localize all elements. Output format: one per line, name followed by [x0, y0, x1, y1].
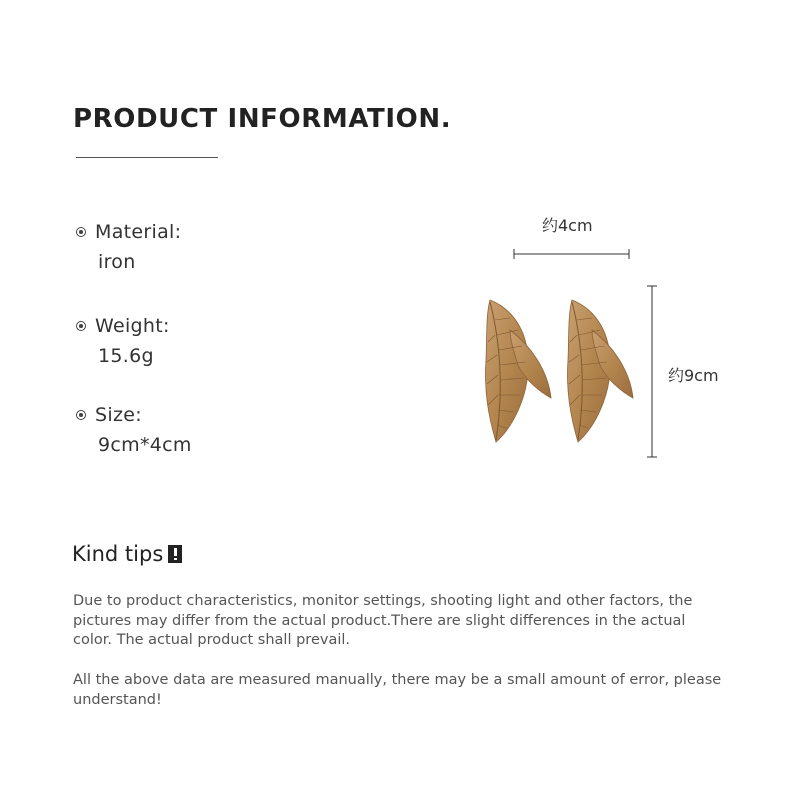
spec-value: iron [98, 251, 136, 273]
left-earring [485, 300, 551, 442]
height-dimension-label: 约9cm [668, 366, 719, 385]
spec-label: Size: [95, 404, 142, 426]
bullet-icon [76, 227, 86, 237]
spec-label: Material: [95, 221, 182, 243]
spec-size [76, 404, 192, 456]
width-dimension-line [510, 246, 634, 262]
right-earring [567, 300, 633, 442]
kind-tips-title: Kind tips [72, 542, 164, 566]
spec-weight [76, 315, 170, 367]
title-divider [76, 157, 218, 158]
spec-value: 9cm*4cm [98, 434, 192, 456]
bullet-icon [76, 321, 86, 331]
page-title: PRODUCT INFORMATION. [73, 104, 452, 134]
bullet-icon [76, 410, 86, 420]
width-dimension-label: 约4cm [542, 216, 593, 235]
tips-paragraph-2: All the above data are measured manually, there may be a small amount of error, please understand! [73, 672, 722, 708]
exclamation-icon [168, 545, 182, 563]
spec-value: 15.6g [98, 345, 154, 367]
tips-paragraph-1: Due to product characteristics, monitor settings, shooting light and other factors, the pictures may differ from the actual product.There are slight differences in the actual color. The actual product shall prevail. [73, 593, 693, 648]
kind-tips-heading [72, 542, 182, 566]
spec-label: Weight: [95, 315, 170, 337]
spec-material [76, 221, 181, 273]
leaf-earrings-image [470, 290, 650, 450]
